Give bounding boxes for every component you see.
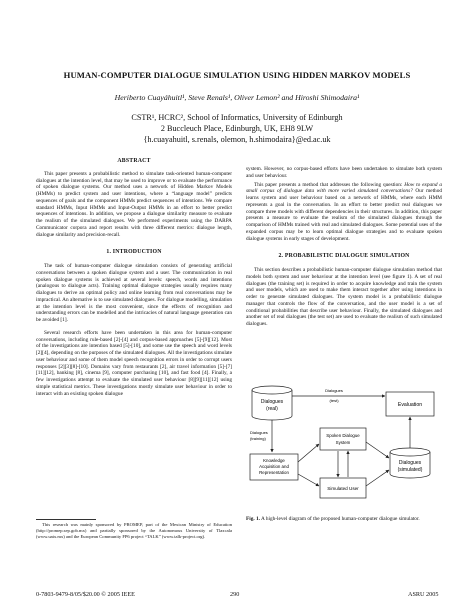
footnote: This research was mainly sponsored by PROMEP, part of the Mexican Ministry of Education (http://promep.sep.gob.mx) and partially sponsored by the Autonomous University of Tlaxcala (www.uatx.mx) and the European Community FP6 project “TALK” (www.talk-project.org). [36,522,232,539]
dialogues-sim-label-a: Dialogues [398,460,422,466]
affiliation-line-1: CSTR¹, HCRC², School of Informatics, University of Edinburgh [131,113,343,122]
knowledge-to-system-arrow [298,444,319,462]
section-2-paragraph: This section describes a probabilistic human-computer dialogue simulation method that models both system and user behaviour at the intention level (see figure 1). A set of real dialogues (the training set) is required in order to acquire knowledge and train the system and user models, which are used to make them interact together after using intentions in order to generate simulated dialogues. The system model is a probabilistic dialogue manager that controls the flow of the conversation, and the user model is a set of conditional probabilities that describe user behaviour. Finally, the simulated dialogues and another set of real dialogues (the test set) are used to evaluate the realism of such simulated dialogues. [246,267,442,327]
dialogues-simulated-store [390,448,430,478]
simulated-user-label: Simulated User [327,486,359,491]
left-column [36,158,232,399]
method-text-b: Our method learns system and user behaviour based on a network of HMMs, where each HMM represents a goal in the conversation. In an effort to better predict real dialogues we compare three models with different dependencies in their structures. In addition, this paper presents a measure to evaluate the realism of the simulated dialogues through the comparison of HMMs trained with real and simulated dialogues. Some potential uses of the expanded corpus may be to learn optimal dialogue strategies and to evaluate spoken dialogue systems in early stages of development. [246,188,442,242]
dialogues-real-label-a: Dialogues [260,399,284,405]
test-arrow-label-b: (test) [329,398,339,403]
abstract-text: This paper presents a probabilistic method to simulate task-oriented human-computer dialogues at the intention level, that may be used to improve or to evaluate the performance of spoken dialogue systems. Our method uses a network of Hidden Markov Models (HMMs) to predict system and user intentions, where a “language model” predicts sequences of goals and the component HMMs predict sequences of intentions. We compare standard HMMs, Input HMMs and Input-Output HMMs in an effort to better predict sequences of intentions. In addition, we propose a dialogue similarity measure to evaluate the realism of the simulated dialogues. We performed experiments using the DARPA Communicator corpora and report results with three different metrics: dialogue length, dialogue similarity and precision-recall. [36,170,232,238]
affiliation-line-2: 2 Buccleuch Place, Edinburgh, UK, EH8 9LW [160,124,314,133]
dialogues-sim-label-b: (simulated) [397,467,423,473]
dialogues-real-label-b: (real) [266,406,278,412]
intro-paragraph-2: Several research efforts have been undertaken in this area for human-computer conversations, including rule-based [2]-[4] and corpus-based approaches [5]-[9][12]. Most of the investigations are intention based [5]-[10], and some use the speech and word levels [2][4], depending on the purposes of the simulated dialogues. All the investigations simulate user behaviour and some of them model speech recognition errors in order to corrupt users responses [2][3][8]-[10]. Domains vary from restaurants [2], air travel information [5]-[7][11][12], banking [8], cinema [9], computer purchasing [10], and fast food [4]. Finally, a few investigations attempt to evaluate the simulated user behaviour [8][9][11][12] using simple statistical metrics. These investigations mostly simulate user behaviour in order to interact with an existing spoken dialogue [36,329,232,397]
knowledge-label-c: Representation [259,470,289,475]
right-column [246,166,442,330]
user-to-simulated-arrow [366,470,389,486]
section-2-heading: 2. PROBABILISTIC DIALOGUE SIMULATION [278,253,410,260]
abstract-heading: ABSTRACT [117,158,151,164]
continued-paragraph: system. However, no corpus-based efforts have been undertaken to simulate both system and user behaviour. [246,166,442,179]
knowledge-acquisition-box [250,454,298,480]
intro-paragraph-1: The task of human-computer dialogue simulation consists of generating artificial conversations between a spoken dialogue system and a user. The communication in real spoken dialogue systems is achieved at several levels: speech, words and intentions (analogous to dialogue acts). Training optimal dialogue strategies usually requires many dialogues to derive an optimal policy and online learning from real conversations may be impractical. An alternative is to use simulated dialogues. For dialogue modelling, simulation at the intention level is the most convenient, since the effects of recognition and understanding errors can be modelled and the intricacies of natural language generation can be avoided [1]. [36,263,232,323]
method-paragraph [246,182,442,243]
footnote-rule [36,519,96,520]
system-to-simulated-arrow [366,442,389,458]
figure-1-diagram [246,382,442,510]
knowledge-label-b: Acquisition and [259,464,289,469]
spoken-dialogue-system-box [320,428,366,450]
evaluation-label: Evaluation [397,402,423,408]
footer-page-number: 290 [230,591,240,598]
evaluation-box [386,392,434,416]
test-arrow-label-a: Dialogues [325,388,343,393]
figure-1-caption [246,516,442,523]
affiliation-emails: {h.cuayahuitl, s.renals, olemon, h.shimodaira}@ed.ac.uk [143,135,331,144]
paper-authors: Heriberto Cuayáhuitl¹, Steve Renals¹, Oliver Lemon² and Hiroshi Shimodaira¹ [114,93,360,102]
dialogues-real-store [252,386,292,420]
knowledge-label-a: Knowledge [263,458,285,463]
method-text-a: This paper presents a method that addresses the following question: [254,181,405,188]
training-arrow-label-b: (training) [250,436,266,441]
svg-text:System: System [335,440,351,445]
simulated-user-box [320,478,366,498]
caption-label: Fig. 1. [246,516,260,522]
caption-text: A high-level diagram of the proposed human-computer dialogue simulator. [259,516,420,522]
footer-venue: ASRU 2005 [408,591,439,598]
knowledge-to-user-arrow [298,474,319,486]
svg-text:Spoken Dialogue: Spoken Dialogue [326,433,360,438]
training-arrow-label-a: Dialogues [250,430,268,435]
research-question: How to expand a small corpus of dialogue data with more varied simulated conversations? [246,181,443,195]
affiliation-block [0,112,474,145]
paper-title: HUMAN-COMPUTER DIALOGUE SIMULATION USING HIDDEN MARKOV MODELS [63,70,411,80]
intro-heading: 1. INTRODUCTION [106,249,162,256]
footer-copyright: 0-7803-9479-8/05/$20.00 © 2005 IEEE [36,591,135,598]
